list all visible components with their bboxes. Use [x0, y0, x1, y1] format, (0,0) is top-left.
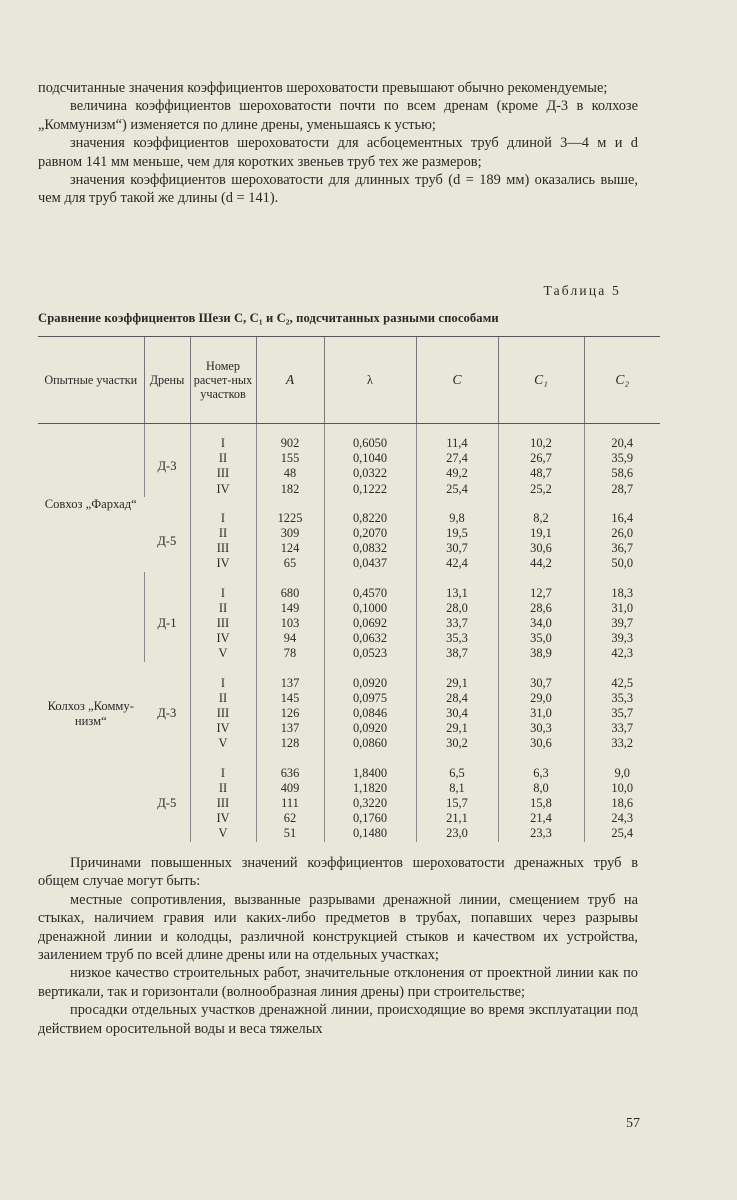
- c2-value: 16,4: [611, 510, 634, 525]
- section-value: III: [216, 466, 230, 481]
- lambda-cell: [324, 676, 416, 752]
- a-value: 309: [280, 526, 300, 541]
- a-value: 182: [280, 481, 300, 496]
- lambda-value: 0,1760: [352, 811, 388, 826]
- coefficients-table: [38, 336, 660, 842]
- a-value: 409: [280, 780, 300, 795]
- c-value: 28,0: [446, 600, 468, 615]
- c2-value: 33,7: [611, 721, 634, 736]
- c-value: 23,0: [446, 826, 468, 841]
- c2-value: 42,5: [611, 675, 634, 690]
- c1-value: 8,2: [533, 510, 549, 525]
- drain-label: Д-3: [157, 706, 177, 721]
- a-cell: [256, 766, 324, 842]
- c-value: 38,7: [446, 646, 468, 661]
- c-value: 19,5: [446, 526, 468, 541]
- section-value: IV: [216, 481, 230, 496]
- c1-cell: [498, 511, 584, 572]
- header-site: Опытные участки: [38, 337, 144, 424]
- c2-cell: [584, 511, 660, 572]
- c1-cell: [498, 676, 584, 752]
- c1-value: 25,2: [530, 481, 552, 496]
- c2-value: 36,7: [611, 541, 634, 556]
- c2-cell: [584, 586, 660, 662]
- lambda-value: 0,0632: [352, 631, 388, 646]
- group-row-fakhad-d3: [38, 436, 660, 497]
- lambda-value: 0,1000: [352, 600, 388, 615]
- lambda-cell: [324, 511, 416, 572]
- farm-label: Совхоз „Фархад“: [44, 496, 137, 511]
- lambda-value: 0,4570: [352, 585, 388, 600]
- lambda-value: 0,0920: [352, 721, 388, 736]
- c-value: 29,1: [446, 675, 468, 690]
- c2-value: 39,7: [611, 616, 634, 631]
- header-c1: C₁: [498, 337, 584, 424]
- a-value: 62: [283, 811, 297, 826]
- c-value: 35,3: [446, 631, 468, 646]
- c2-value: 18,6: [611, 796, 634, 811]
- c1-value: 31,0: [530, 706, 552, 721]
- lambda-value: 0,0846: [352, 706, 388, 721]
- page-number: 57: [626, 1116, 640, 1131]
- group-row-kommunizm-d1: [38, 586, 660, 662]
- a-value: 111: [281, 796, 299, 811]
- section-value: III: [216, 616, 230, 631]
- section-value: II: [218, 780, 228, 795]
- lambda-value: 1,1820: [352, 780, 388, 795]
- a-value: 48: [283, 466, 297, 481]
- drain-label: Д-5: [157, 796, 177, 811]
- c2-value: 18,3: [611, 585, 634, 600]
- c2-value: 10,0: [611, 780, 634, 795]
- a-value: 1225: [277, 510, 303, 525]
- c2-value: 25,4: [611, 826, 634, 841]
- section-value: III: [216, 541, 230, 556]
- c1-value: 44,2: [530, 556, 552, 571]
- c1-value: 19,1: [530, 526, 552, 541]
- a-value: 680: [280, 585, 300, 600]
- lambda-value: 0,0920: [352, 675, 388, 690]
- section-value: I: [220, 675, 226, 690]
- c2-value: 58,6: [611, 466, 634, 481]
- a-value: 65: [283, 556, 297, 571]
- intro-line: значения коэффициентов шероховатости для длинных труб (d = 189 мм) оказались выше, чем для труб такой же длины (d = 141).: [38, 172, 638, 207]
- lambda-value: 1,8400: [352, 765, 388, 780]
- drain-label: Д-5: [157, 533, 177, 548]
- c-value: 33,7: [446, 616, 468, 631]
- c1-value: 6,3: [533, 765, 549, 780]
- lambda-cell: [324, 436, 416, 497]
- c1-value: 35,0: [530, 631, 552, 646]
- c2-value: 42,3: [611, 646, 634, 661]
- c-value: 30,7: [446, 541, 468, 556]
- a-value: 126: [280, 706, 300, 721]
- c-value: 28,4: [446, 690, 468, 705]
- lambda-cell: [324, 766, 416, 842]
- c2-cell: [584, 676, 660, 752]
- lambda-value: 0,3220: [352, 796, 388, 811]
- section-value: V: [218, 826, 228, 841]
- a-cell: [256, 586, 324, 662]
- section-value: V: [218, 736, 228, 751]
- c1-value: 26,7: [530, 451, 552, 466]
- c2-value: 35,3: [611, 690, 634, 705]
- c-value: 25,4: [446, 481, 468, 496]
- c-value: 9,8: [449, 510, 465, 525]
- section-cell: [190, 436, 256, 497]
- c2-value: 35,9: [611, 451, 634, 466]
- a-cell: [256, 436, 324, 497]
- section-value: III: [216, 796, 230, 811]
- c1-value: 28,6: [530, 600, 552, 615]
- a-value: 137: [280, 675, 300, 690]
- outro-line: местные сопротивления, вызванные разрывами дренажной линии, смещением труб на стыках, наличием гравия или каких-либо предметов в трубах, попавших через разрывы дренажной линии и колодцы, различной конструкцией стыков и качеством их устройства, заилением труб по всей длине дрены или на отдельных участках;: [38, 891, 638, 964]
- c-value: 42,4: [446, 556, 468, 571]
- header-lambda: λ: [324, 337, 416, 424]
- c-value: 29,1: [446, 721, 468, 736]
- lambda-value: 0,0437: [352, 556, 388, 571]
- a-value: 94: [283, 631, 297, 646]
- c1-value: 15,8: [530, 796, 552, 811]
- a-value: 145: [280, 690, 300, 705]
- c-value: 6,5: [449, 765, 465, 780]
- c1-value: 23,3: [530, 826, 552, 841]
- c-cell: [416, 586, 498, 662]
- section-cell: [190, 766, 256, 842]
- section-value: IV: [216, 556, 230, 571]
- c2-value: 20,4: [611, 436, 634, 450]
- c-value: 8,1: [449, 780, 465, 795]
- lambda-value: 0,1480: [352, 826, 388, 841]
- c2-cell: [584, 436, 660, 497]
- header-c2: C₂: [584, 337, 660, 424]
- header-a: A: [256, 337, 324, 424]
- lambda-value: 0,1222: [352, 481, 388, 496]
- c1-value: 30,7: [530, 675, 552, 690]
- intro-line: значения коэффициентов шероховатости для асбоцементных труб длиной 3—4 м и d равном 141 мм меньше, чем для коротких звеньев труб тех же размеров;: [38, 135, 638, 170]
- a-value: 155: [280, 451, 300, 466]
- c-value: 21,1: [446, 811, 468, 826]
- section-cell: [190, 586, 256, 662]
- a-value: 137: [280, 721, 300, 736]
- lambda-value: 0,0692: [352, 616, 388, 631]
- a-cell: [256, 511, 324, 572]
- section-value: I: [220, 765, 226, 780]
- c-cell: [416, 436, 498, 497]
- section-value: I: [220, 510, 226, 525]
- c2-value: 31,0: [611, 600, 634, 615]
- lambda-value: 0,8220: [352, 510, 388, 525]
- lambda-value: 0,0322: [352, 466, 388, 481]
- c2-value: 28,7: [611, 481, 634, 496]
- farm-label: Колхоз „Комму-низм“: [47, 699, 134, 728]
- a-value: 636: [280, 765, 300, 780]
- section-value: IV: [216, 721, 230, 736]
- c1-value: 34,0: [530, 616, 552, 631]
- header-section: Номер расчет-ных участков: [190, 337, 256, 424]
- c1-value: 10,2: [530, 436, 552, 450]
- a-value: 149: [280, 600, 300, 615]
- section-cell: [190, 676, 256, 752]
- section-value: V: [218, 646, 228, 661]
- c1-value: 21,4: [530, 811, 552, 826]
- c-value: 13,1: [446, 585, 468, 600]
- c2-value: 35,7: [611, 706, 634, 721]
- lambda-value: 0,0860: [352, 736, 388, 751]
- c1-value: 8,0: [533, 780, 549, 795]
- lambda-value: 0,0523: [352, 646, 388, 661]
- table-body: [38, 424, 660, 842]
- a-value: 124: [280, 541, 300, 556]
- section-value: III: [216, 706, 230, 721]
- a-value: 78: [283, 646, 297, 661]
- section-value: IV: [216, 811, 230, 826]
- c1-value: 30,3: [530, 721, 552, 736]
- intro-line: подсчитанные значения коэффициентов шероховатости превышают обычно рекомендуемые;: [38, 80, 608, 96]
- section-cell: [190, 511, 256, 572]
- c-value: 30,2: [446, 736, 468, 751]
- section-value: II: [218, 451, 228, 466]
- c1-value: 48,7: [530, 466, 552, 481]
- c1-value: 38,9: [530, 646, 552, 661]
- intro-paragraphs: [38, 79, 638, 208]
- intro-line: величина коэффициентов шероховатости почти по всем дренам (кроме Д-3 в колхозе „Коммунизм“) изменяется по длине дрены, уменьшаясь к устью;: [38, 98, 638, 133]
- c2-value: 24,3: [611, 811, 634, 826]
- lambda-cell: [324, 586, 416, 662]
- c2-value: 26,0: [611, 526, 634, 541]
- table-label: Таблица 5: [543, 283, 621, 298]
- section-value: II: [218, 690, 228, 705]
- drain-label: Д-1: [144, 586, 190, 662]
- lambda-value: 0,1040: [352, 451, 388, 466]
- c-cell: [416, 676, 498, 752]
- c2-cell: [584, 766, 660, 842]
- outro-line: Причинами повышенных значений коэффициентов шероховатости дренажных труб в общем случае могут быть:: [38, 855, 638, 890]
- section-value: II: [218, 600, 228, 615]
- c1-cell: [498, 436, 584, 497]
- section-value: I: [220, 585, 226, 600]
- c-value: 30,4: [446, 706, 468, 721]
- a-value: 902: [280, 436, 300, 450]
- c-cell: [416, 766, 498, 842]
- a-cell: [256, 676, 324, 752]
- lambda-value: 0,2070: [352, 526, 388, 541]
- section-value: II: [218, 526, 228, 541]
- c-value: 27,4: [446, 451, 468, 466]
- lambda-value: 0,0832: [352, 541, 388, 556]
- header-drain: Дрены: [144, 337, 190, 424]
- lambda-value: 0,6050: [352, 436, 388, 450]
- table-title: Сравнение коэффициентов Шези C, C₁ и C₂, подсчитанных разными способами: [38, 311, 499, 325]
- c1-cell: [498, 586, 584, 662]
- c2-value: 50,0: [611, 556, 634, 571]
- c-value: 11,4: [446, 436, 468, 450]
- a-value: 128: [280, 736, 300, 751]
- outro-paragraphs: [38, 854, 638, 1038]
- lambda-value: 0,0975: [352, 690, 388, 705]
- c-value: 49,2: [446, 466, 468, 481]
- outro-line: низкое качество строительных работ, значительные отклонения от проектной линии как по вертикали, так и горизонтали (волнообразная линия дрены) при строительстве;: [38, 965, 638, 1000]
- c2-value: 9,0: [614, 765, 630, 780]
- c1-value: 29,0: [530, 690, 552, 705]
- section-value: I: [220, 436, 226, 450]
- header-c: C: [416, 337, 498, 424]
- c1-value: 12,7: [530, 585, 552, 600]
- c-value: 15,7: [446, 796, 468, 811]
- table-header-row: [38, 337, 660, 424]
- outro-line: просадки отдельных участков дренажной линии, происходящие во время эксплуатации под действием оросительной воды и веса тяжелых: [38, 1002, 638, 1037]
- section-value: IV: [216, 631, 230, 646]
- drain-label: Д-3: [144, 436, 190, 497]
- c1-value: 30,6: [530, 736, 552, 751]
- c2-value: 33,2: [611, 736, 634, 751]
- c2-value: 39,3: [611, 631, 634, 646]
- c1-cell: [498, 766, 584, 842]
- c-cell: [416, 511, 498, 572]
- a-value: 51: [283, 826, 297, 841]
- a-value: 103: [280, 616, 300, 631]
- c1-value: 30,6: [530, 541, 552, 556]
